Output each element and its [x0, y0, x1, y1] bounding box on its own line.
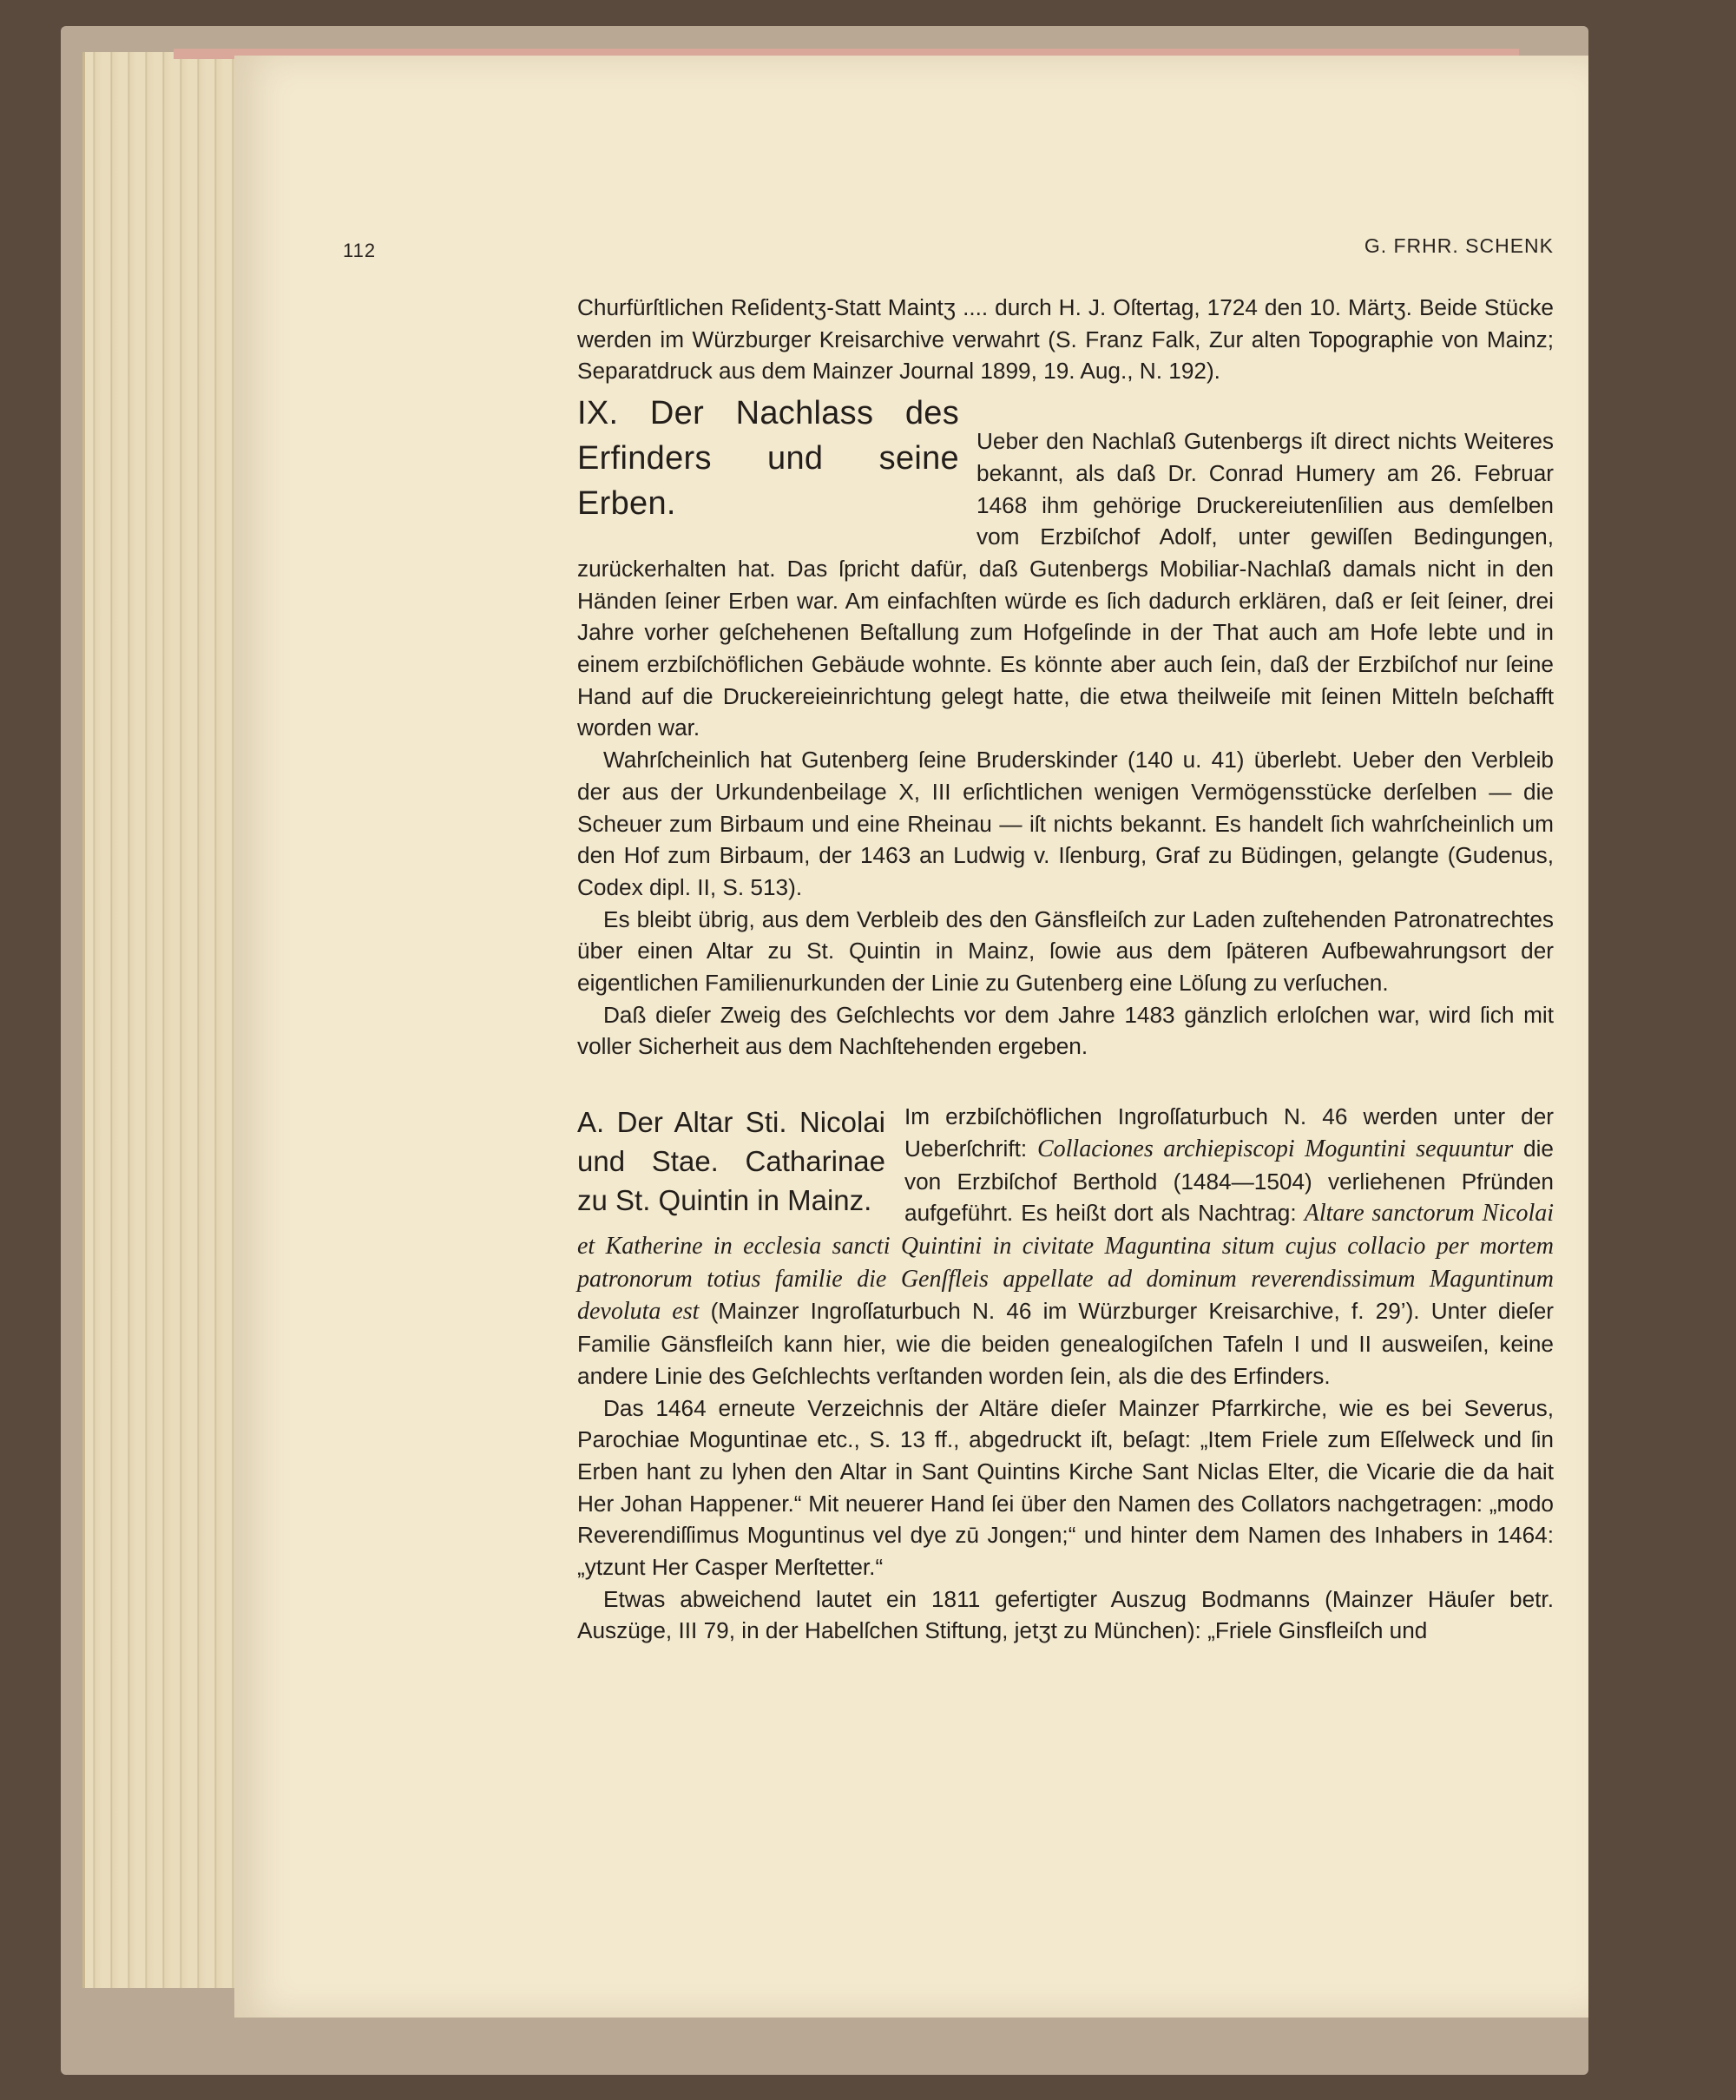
section-ix-heading: IX. Der Nachlass des Erfinders und seine Erben.	[577, 395, 959, 523]
page-header	[343, 234, 1554, 269]
section-a-p1-text-1: Im erzbiſchöflichen Ingroſſaturbuch N. 46 werden unter der Ueberſchrift:	[904, 1103, 1554, 1162]
body-text	[577, 292, 1554, 1647]
section-a-heading: A. Der Altar Sti. Nicolai und Stae. Catharinae zu St. Quintin in Mainz.	[577, 1106, 885, 1217]
section-a-paragraph-2: Das 1464 erneute Verzeichnis der Altäre dieſer Mainzer Pfarrkirche, wie es bei Severus, Parochiae Moguntinae etc., S. 13 ff., abgedruckt iſt, beſagt: „Item Friele zum Eſſelweck und ſin Erben hant zu lyhen den Altar in Sant Quintins Kirche Sant Niclas Elter, die Vicarie die da hait Her Johan Happener.“ Mit neuerer Hand ſei über den Namen des Collators nachgetragen: „modo Reverendiſſimus Moguntinus vel dye zū Jongen;“ und hinter dem Namen des Inhabers in 1464: „ytzunt Her Casper Merſtetter.“	[577, 1394, 1554, 1581]
section-a-p1-latin-1: Collaciones archiepiscopi Moguntini sequuntur	[1036, 1135, 1514, 1162]
section-a-p1-latin-2: Altare sanctorum Nicolai et Katherine in ecclesia sancti Quintini in civitate Maguntina situm cujus collacio per mortem patronorum totius familie die Genſfleis appellate ad dominum reverendissimum Maguntinum devoluta est	[577, 1200, 1555, 1326]
section-ix-paragraph-3: Es bleibt übrig, aus dem Verbleib des den Gänsfleiſch zur Laden zuſtehenden Patronatrechtes über einen Altar zu St. Quintin in Mainz, ſowie aus dem ſpäteren Aufbewahrungsort der eigentlichen Familienurkunden der Linie zu Gutenberg eine Löſung zu verſuchen.	[577, 905, 1554, 997]
section-ix-paragraph-2: Wahrſcheinlich hat Gutenberg ſeine Bruderskinder (140 u. 41) überlebt. Ueber den Verbleib der aus der Urkundenbeilage X, III erſichtlichen wenigen Vermögensstücke derſelben — die Scheuer zum Birbaum und eine Rheinau — iſt nichts bekannt. Es handelt ſich wahrſcheinlich um den Hof zum Birbaum, der 1463 an Ludwig v. Iſenburg, Graf zu Büdingen, gelangte (Gudenus, Codex dipl. II, S. 513).	[577, 747, 1554, 900]
page-number: 112	[343, 240, 377, 261]
intro-paragraph: Churfürſtlichen Reſidentʒ-Statt Maintʒ .... durch H. J. Oſtertag, 1724 den 10. Märtʒ. Beide Stücke werden im Würzburger Kreisarchive verwahrt (S. Franz Falk, Zur alten Topographie von Mainz; Separatdruck aus dem Mainzer Journal 1899, 19. Aug., N. 192).	[577, 294, 1554, 385]
section-a-paragraph-3: Etwas abweichend lautet ein 1811 gefertigter Auszug Bodmanns (Mainzer Häuſer betr. Auszüge, III 79, in der Habelſchen Stiftung, jetʒt zu München): „Friele Ginsfleiſch und	[577, 1585, 1554, 1644]
section-ix-paragraph-4: Daß dieſer Zweig des Geſchlechts vor dem Jahre 1483 gänzlich erloſchen war, wird ſich mit voller Sicherheit aus dem Nachſtehenden ergeben.	[577, 1001, 1554, 1060]
running-head: G. FRHR. SCHENK	[1364, 234, 1554, 257]
section-ix-paragraph-1: Ueber den Nachlaß Gutenbergs iſt direct nichts Weiteres bekannt, als daß Dr. Conrad Humery am 26. Februar 1468 ihm gehörige Druckereiutenſilien aus demſelben vom Erzbiſchof Adolf, unter gewiſſen Bedingungen, zurückerhalten hat. Das ſpricht dafür, daß Gutenbergs Mobiliar-Nachlaß damals nicht in den Händen ſeiner Erben war. Am einfachſten würde es ſich dadurch erklären, daß er ſeit ſeiner, drei Jahre vorher geſchehenen Beſtallung zum Hofgeſinde in der That auch am Hofe lebte und in einem erzbiſchöflichen Gebäude wohnte. Es könnte aber auch ſein, daß der Erzbiſchof nur ſeine Hand auf die Druckereieinrichtung gelegt hatte, die etwa theilweiſe mit ſeinen Mitteln beſchafft worden war.	[577, 428, 1554, 741]
section-a-p1-text-2: die von Erzbiſchof Berthold (1484—1504) verliehenen Pfründen aufgeführt. Es heißt dort als Nachtrag:	[904, 1135, 1554, 1227]
section-a-p1-text-3: (Mainzer Ingroſſaturbuch N. 46 im Würzburger Kreisarchive, f. 29’). Unter dieſer Familie Gänsfleiſch kann hier, wie die beiden genealogiſchen Tafeln I und II ausweiſen, keine andere Linie des Geſchlechts verſtanden worden ſein, als die des Erfinders.	[577, 1298, 1554, 1389]
